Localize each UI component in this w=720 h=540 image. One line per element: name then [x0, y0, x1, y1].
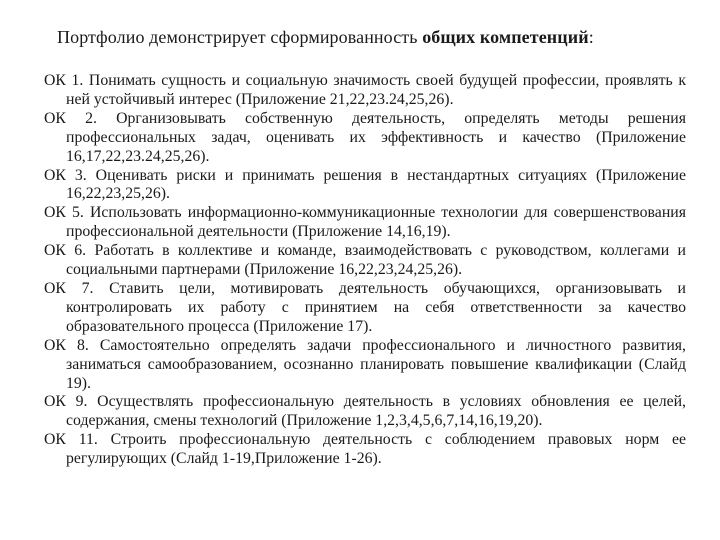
competency-list — [44, 72, 686, 469]
competency-ok-7: ОК 7. Ставить цели, мотивировать деятельность обучающихся, организовывать и контролировать их работу с принятием на себя ответственности за качество образовательного процесса (Приложение 17). — [44, 279, 686, 335]
competency-ok-5: ОК 5. Использовать информационно-коммуникационные технологии для совершенствования профессиональной деятельности (Приложение 14,16,19). — [44, 204, 686, 241]
competency-ok-3: ОК 3. Оценивать риски и принимать решения в нестандартных ситуациях (Приложение 16,22,23,25,26). — [44, 166, 686, 203]
competency-ok-9: ОК 9. Осуществлять профессиональную деятельность в условиях обновления ее целей, содержания, смены технологий (Приложение 1,2,3,4,5,6,7,14,16,19,20). — [44, 393, 686, 430]
slide-title — [57, 26, 594, 48]
title-suffix: : — [588, 27, 594, 47]
competency-ok-1: ОК 1. Понимать сущность и социальную значимость своей будущей профессии, проявлять к ней устойчивый интерес (Приложение 21,22,23.24,25,26). — [44, 72, 686, 108]
competency-ok-8: ОК 8. Самостоятельно определять задачи профессионального и личностного развития, заниматься самообразованием, осознанно планировать повышение квалификации (Слайд 19). — [44, 336, 686, 392]
competency-ok-2: ОК 2. Организовывать собственную деятельность, определять методы решения профессиональных задач, оценивать их эффективность и качество (Приложение 16,17,22,23.24,25,26). — [44, 109, 686, 165]
title-prefix: Портфолио демонстрирует сформированность — [57, 27, 423, 47]
competency-ok-6: ОК 6. Работать в коллективе и команде, взаимодействовать с руководством, коллегами и социальными партнерами (Приложение 16,22,23,24,25,26). — [44, 242, 686, 279]
competency-ok-11: ОК 11. Строить профессиональную деятельность с соблюдением правовых норм ее регулирующих (Слайд 1-19,Приложение 1-26). — [44, 431, 686, 468]
title-bold: общих компетенций — [422, 27, 589, 47]
